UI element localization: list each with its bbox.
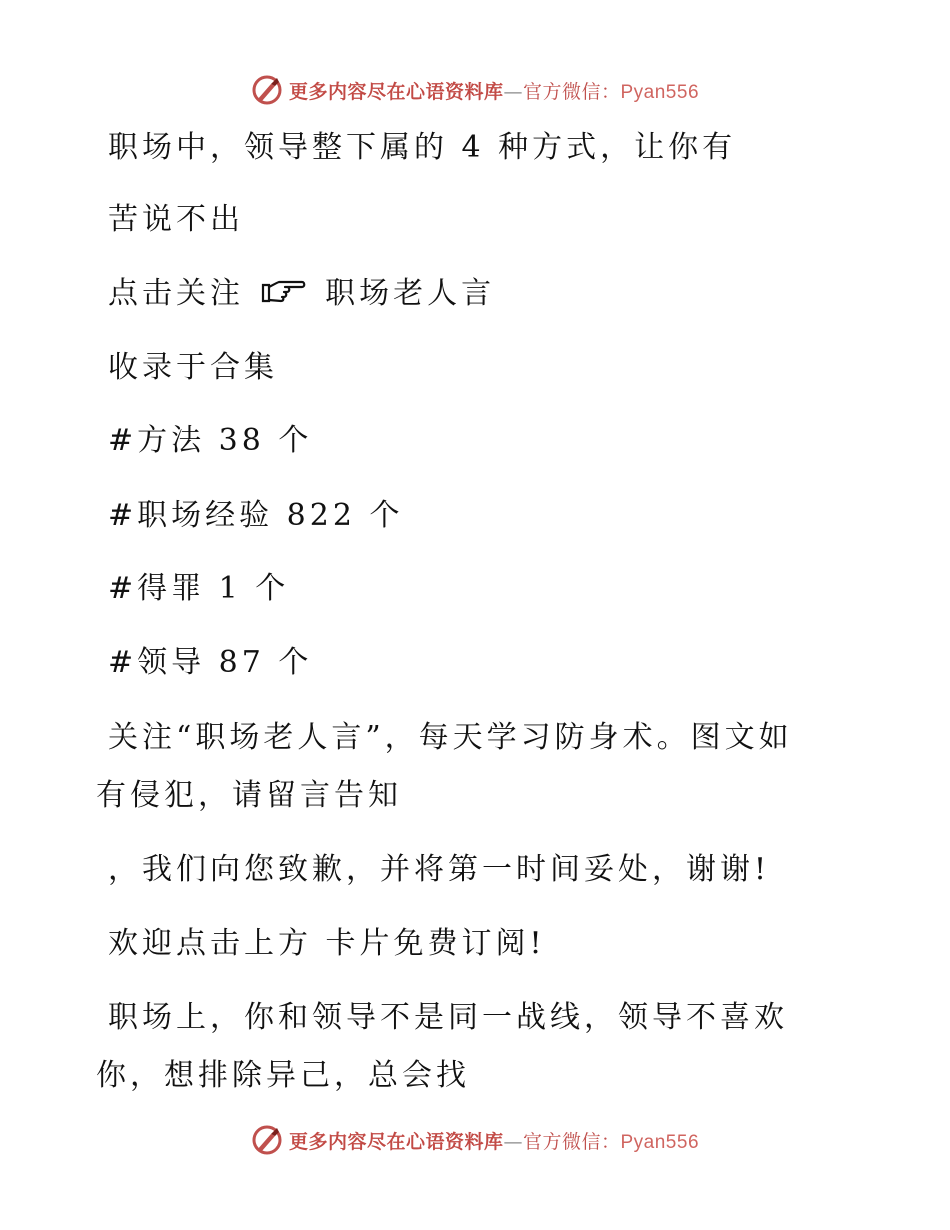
notice-line-1: 关注“职场老人言”，每天学习防身术。图文如 — [108, 720, 793, 755]
notice-line-2: 有侵犯，请留言告知 — [96, 778, 402, 813]
follow-line — [108, 274, 495, 314]
header-separator: — — [503, 80, 523, 103]
footer-wechat-id: Pyan556 — [620, 1131, 700, 1153]
subscribe-line: 欢迎点击上方 卡片免费订阅! — [108, 926, 546, 961]
title-line-1: 职场中，领导整下属的 4 种方式，让你有 — [108, 130, 737, 165]
footer-wechat-label: 官方微信： — [522, 1130, 621, 1153]
follow-prefix: 点击关注 — [108, 276, 244, 311]
footer-brand: 更多内容尽在心语资料库 — [288, 1130, 504, 1153]
pen-circle-logo-icon — [251, 1124, 283, 1156]
header-wechat-label: 官方微信： — [522, 80, 621, 103]
header-brand: 更多内容尽在心语资料库 — [288, 80, 504, 103]
header-wechat-id: Pyan556 — [620, 81, 700, 103]
tag-workplace-experience[interactable]: #职场经验 822 个 — [108, 498, 404, 533]
title-line-2: 苦说不出 — [108, 202, 244, 237]
follow-account-link[interactable]: 职场老人言 — [325, 276, 496, 311]
tag-offend[interactable]: #得罪 1 个 — [108, 571, 290, 606]
paragraph-line-1: 职场上，你和领导不是同一战线，领导不喜欢 — [108, 1000, 788, 1035]
footer-banner — [0, 1120, 950, 1160]
collection-label: 收录于合集 — [108, 350, 278, 385]
footer-separator: — — [503, 1130, 523, 1153]
tag-leader[interactable]: #领导 87 个 — [108, 645, 313, 680]
tag-method[interactable]: #方法 38 个 — [108, 423, 313, 458]
pointing-hand-icon — [260, 276, 306, 306]
paragraph-line-2: 你，想排除异己，总会找 — [96, 1058, 470, 1093]
footer-banner-text — [289, 1127, 699, 1154]
notice-line-3: ，我们向您致歉，并将第一时间妥处，谢谢! — [108, 852, 771, 887]
